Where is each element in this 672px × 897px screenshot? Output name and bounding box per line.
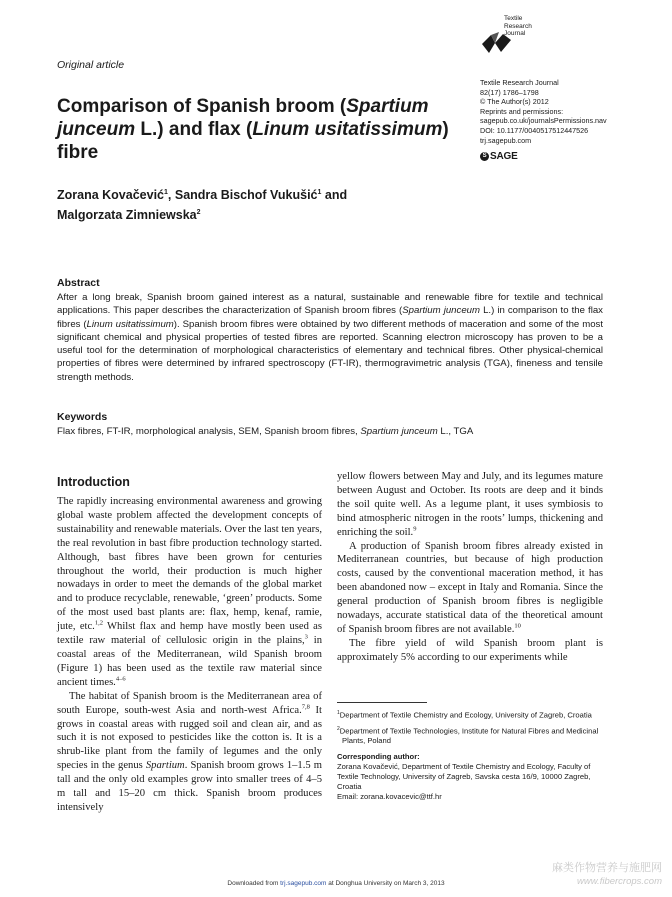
- author-1: Zorana Kovačević: [57, 188, 164, 203]
- keywords-text: Flax fibres, FT-IR, morphological analysis, SEM, Spanish broom fibres, Spartium junceum L., TGA: [57, 426, 474, 437]
- author-2: Sandra Bischof Vukušić: [174, 188, 318, 203]
- abstract-text: After a long break, Spanish broom gained interest as a natural, sustainable and renewable fibre for textile and technical applications. This paper describes the characterization of Spanish broom fibres (Spartium junceum L.) in comparison to the flax fibres (Linum usitatissimum). Spanish broom fibres were obtained by two different methods of maceration and some of the most significant chemical and physical properties of tested fibres are reported. Scanning electron microscopy has proven to be a useful tool for the determination of morphological characteristics of elementary and technical fibres. Other physical-chemical properties of fibres were determined by infrared spectroscopy (FT-IR), thermogravimetric analysis (TGA), fineness and tensile strength methods.: [57, 292, 603, 383]
- doi[interactable]: DOI: 10.1177/0040517512447526: [480, 125, 589, 135]
- introduction-heading: Introduction: [57, 475, 130, 489]
- watermark: 麻类作物营养与施肥网 www.fibercrops.com: [552, 862, 662, 887]
- paragraph: yellow flowers between May and July, and its legumes mature between August and October. Its roots are deep and it binds the soil quite well. As a legume plant, it uses symbiosis to bind atmospheric nitrogen in the roots’ lumps, thickening and enriching the soil.$^9$: [337, 471, 603, 538]
- affiliation-1: $^1$Department of Textile Chemistry and Ecology, University of Zagreb, Croatia: [337, 710, 592, 720]
- article-title: Comparison of Spanish broom (Spartium junceum L.) and flax (Linum usitatissimum) fibre: [57, 96, 449, 163]
- download-notice: Downloaded from trj.sagepub.com at Donghua University on March 3, 2013: [227, 880, 445, 887]
- download-link[interactable]: trj.sagepub.com: [280, 880, 327, 887]
- journal-volume: 82(17) 1786–1798: [480, 87, 539, 97]
- abstract-heading: Abstract: [57, 277, 100, 289]
- sage-logo: S SAGE: [480, 151, 518, 162]
- paragraph: The habitat of Spanish broom is the Mediterranean area of south Europe, south-west Asia and north-west Africa.$^{7,8}$ It grows in coastal areas with rugged soil and clean air, and as such it is not exposed to pesticides like the cotton is. It is a shrub-like plant from the family of legumes and the only species in the genus Spartium. Spanish broom grows 1–1.5 m tall and the only old examples grow into smaller trees of 4–5 m tall and 15–20 cm thick. Spanish broom produces intensively: [57, 690, 322, 813]
- paragraph: The fibre yield of wild Spanish broom plant is approximately 5% according to our experiments while: [337, 637, 603, 663]
- corresponding-author-address: Zorana Kovačević, Department of Textile Chemistry and Ecology, Faculty of Textile Technology, University of Zagreb, Savska cesta 16/9, 10000 Zagreb, Croatia: [337, 762, 591, 792]
- journal-name: Textile Research Journal: [480, 78, 559, 87]
- permissions-link[interactable]: sagepub.co.uk/journalsPermissions.nav: [480, 116, 607, 126]
- affiliation-2: $^2$Department of Textile Technologies, Institute for Natural Fibres and Medicinal Plants, Poland: [337, 725, 599, 746]
- journal-info: [480, 78, 607, 145]
- body-column-left: [57, 495, 322, 815]
- article-type: Original article: [57, 59, 125, 71]
- author-list: Zorana Kovačević$^1$, Sandra Bischof Vukušić$^1$ and Malgorzata Zimniewska$^2$: [57, 188, 348, 223]
- body-column-right: [337, 470, 603, 665]
- corresponding-author-heading: Corresponding author:: [337, 752, 420, 762]
- keywords-heading: Keywords: [57, 411, 108, 423]
- paragraph: A production of Spanish broom fibres already existed in Mediterranean countries, but because of high production costs, caused by the conventional maceration method, it has been abandoned now – except in Italy and Romania. Since the general production of Spanish broom fibres is negligible nowadays, accurate statistical data of the theoretical amount of Spanish broom fibres are not available.$^{10}$: [337, 540, 603, 635]
- journal-logo-text: Textile Research Journal: [504, 15, 532, 38]
- footnotes: [337, 708, 603, 802]
- sage-icon: S: [480, 152, 489, 161]
- journal-url[interactable]: trj.sagepub.com: [480, 135, 532, 145]
- footnote-divider: [337, 702, 427, 703]
- author-3: Malgorzata Zimniewska: [57, 208, 197, 223]
- paragraph: The rapidly increasing environmental awareness and growing global waste problem affected the development concepts of sustainability and renewable materials. Over the last ten years, the real revolution in bast fibre production technology started. Although, bast fibres have been grown for centuries throughout the world, their production is much higher nowadays in order to meet the demands of the global market and to produce recyclable, renewable, ‘green’ products. Some of the most used bast plants are: flax, hemp, kenaf, ramie, jute, etc.$^{1,2}$ Whilst flax and hemp have mostly been used as textile raw material of cellulosic origin in the plains,$^3$ in coastal areas of the Mediterranean, wild Spanish broom (Figure 1) has been used as the textile raw material since ancient times.$^{4-6}$: [57, 496, 323, 688]
- reprints-label: Reprints and permissions:: [480, 106, 564, 116]
- copyright: © The Author(s) 2012: [480, 97, 549, 107]
- corresponding-author-email[interactable]: Email: zorana.kovacevic@ttf.hr: [337, 792, 442, 802]
